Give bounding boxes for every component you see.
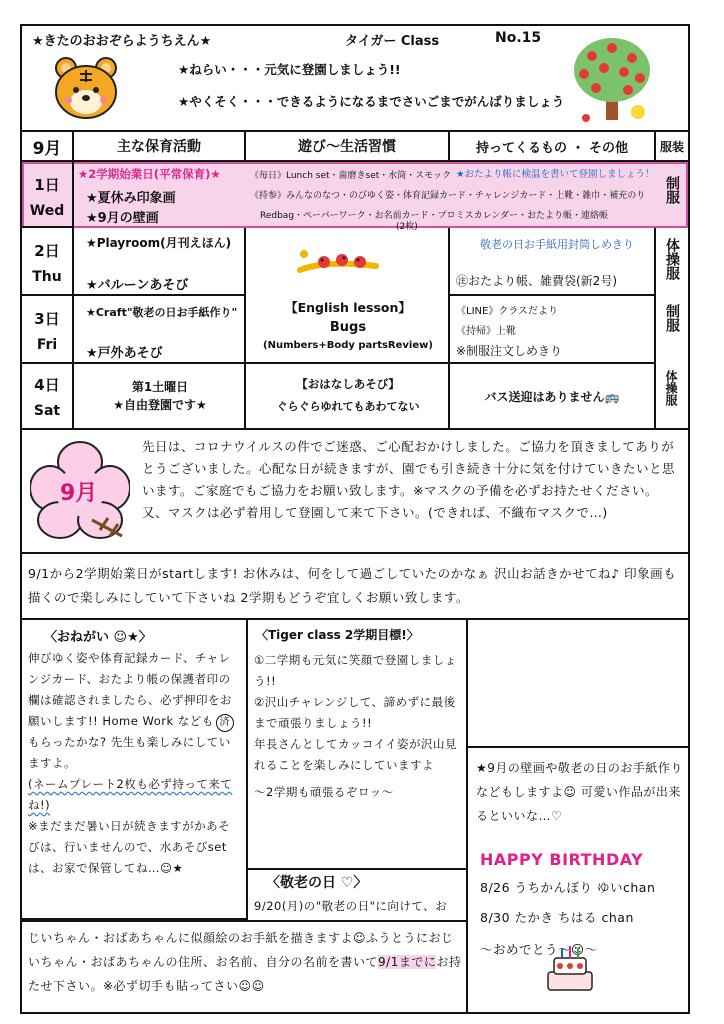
row-4-uniform: 体操服 xyxy=(664,370,678,406)
apple-tree-icon xyxy=(566,34,658,126)
row-1-life-2: 《持参》みんなのなつ・のびゆく姿・体育記録カード・チャレンジカード・上靴・雑巾・補充のり xyxy=(250,191,646,201)
birthday-entry-1: 8/26 うちかんぼり ゆいchan xyxy=(480,880,656,895)
notice-text: 9/1から2学期始業日がstartします! お休みは、何をして過ごしていたのかなぁ 沢山お話きかせてね♪ 印象画も描くので楽しみにしていて下さいね 2学期もどうぞ宜しくお願い致します。 xyxy=(28,566,677,605)
row-2-main-2: ★バルーンあそび xyxy=(86,278,189,293)
english-sub: (Numbers+Body partsReview) xyxy=(263,340,433,351)
row-4-bring: バス送迎はありません🚌 xyxy=(450,364,656,428)
row-3-uniform: 制服 xyxy=(664,304,680,332)
onegai-underline: (ネームプレート2枚も必ず持って来てね!) xyxy=(28,777,233,812)
row-2-bring-1: 敬老の日お手紙用封筒しめきり xyxy=(480,238,634,251)
row-2-main-1: ★Playroom(月刊えほん) xyxy=(86,236,232,250)
english-title: 【English lesson】 xyxy=(285,300,411,315)
row-3-day: 3日 Fri xyxy=(22,296,74,364)
promise-text: ★やくそく・・・できるようになるまでさいごまでがんばりましょう xyxy=(178,94,565,109)
row-2-bring-2: ㊟おたより帳、雑費袋(新2号) xyxy=(456,274,617,288)
message-text: 先日は、コロナウイルスの件でご迷惑、ご心配おかけしました。ご協力を頂きましてありがとうございました。心配な日が続きますが、園でも引き続き十分に気を付けていきたいと思います。ご家庭でもご協力をお願い致します。※マスクの予備を必ずお持たせください。又、マスクは必ず着用して登園して来て下さい。(できれば、不織布マスクで…) xyxy=(142,439,676,520)
row-1-main-2: ★夏休み印象画 xyxy=(86,191,176,206)
deadline-highlight: 9/1までに xyxy=(378,955,437,969)
onegai-body: 伸びゆく姿や体育記録カード、チャレンジカード、おたより帳の保護者印の欄は確認されましたら、必ず押印をお願いします!! Home Work なども 済もらったかな? 先生も楽しみにしていますよ。 (ネームプレート2枚も必ず持って来てね!) ※まだまだ暑い日が続きますがかあそびは、行いませんので、水あそびsetは、お家で保管してね…☺★ xyxy=(28,648,242,879)
header-life: 遊び～生活習慣 xyxy=(246,132,450,162)
row-1-day: 1日 Wed xyxy=(22,162,74,228)
row-1-bring: ★おたより帳に検温を書いて登園しましょう！ xyxy=(456,169,655,180)
row-3-bring-1: 《LINE》クラスだより xyxy=(456,306,559,317)
row-4-main-2: ★自由登園です★ xyxy=(113,398,207,412)
keiro-title: 〈敬老の日 ♡〉 xyxy=(266,875,368,891)
row-1-main-1: ★2学期始業日(平常保育)★ xyxy=(78,167,221,181)
row-1-life-note: (2枚) xyxy=(396,222,418,232)
bdparty-box xyxy=(468,620,690,748)
row-3-bring-3: ※制服注文しめきり xyxy=(456,344,563,358)
header-main: 主な保育活動 xyxy=(74,132,246,162)
row-1-life-1: 《毎日》Lunch set・歯磨きset・水筒・スモック xyxy=(250,171,452,181)
row-1-main-3: ★9月の壁画 xyxy=(86,211,159,226)
class-name: タイガー Class xyxy=(345,34,440,49)
birthday-entry-2: 8/30 たかき ちはる chan xyxy=(480,910,634,925)
row-3-main-1: ★Craft"敬老の日お手紙作り" xyxy=(86,306,238,319)
goal-body: ①二学期も元気に笑顔で登園しましょう!! ②沢山チャレンジして、諦めずに最後まで頑張りましょう!! 年長さんとしてカッコイイ姿が沢山見れることを楽しみにしていますよ ～2学期も頑張るぞロッ～ xyxy=(254,653,457,799)
month-badge: 9月 xyxy=(60,481,98,506)
wall-text: ★9月の壁画や敬老の日のお手紙作りなどもしますよ☺ 可愛い作品が出来るといいな…♡ xyxy=(476,761,683,823)
goal-title: 〈Tiger class 2学期目標!〉 xyxy=(256,628,419,642)
keiro-text: 9/20(月)の"敬老の日"に向けて、お xyxy=(254,899,448,913)
birthday-title: HAPPY BIRTHDAY xyxy=(480,850,644,869)
header-uniform: 服装 xyxy=(656,132,688,162)
row-2-uniform: 体操服 xyxy=(664,238,680,280)
row-2-day: 2日 Thu xyxy=(22,228,74,296)
english-topic: Bugs xyxy=(329,320,367,335)
aim-text: ★ねらい・・・元気に登園しましょう!! xyxy=(178,62,401,77)
header-month: 9月 xyxy=(22,132,74,162)
row-3-main-2: ★戸外あそび xyxy=(86,346,163,361)
row-4-day: 4日 Sat xyxy=(22,364,74,428)
header-bring: 持ってくるもの ・ その他 xyxy=(450,132,656,162)
issue-number: No.15 xyxy=(495,30,542,46)
row-3-bring-2: 《持帰》上靴 xyxy=(456,326,516,337)
row-4-life-1: 【おはなしあそび】 xyxy=(296,377,400,391)
giraffe-ladybug-icon xyxy=(296,242,380,276)
row-4-main-1: 第1土曜日 xyxy=(131,380,189,394)
bottom-text: じいちゃん・おばあちゃんに似顔絵のお手紙を描きますよ☺ふうとうにおじいちゃん・おばあちゃんの住所、お名前、自分の名前を書いて9/1までにお持たせ下さい。※必ず切手も貼ってさい☺☺ xyxy=(28,931,462,993)
stamp-circle: 済 xyxy=(216,714,234,732)
row-1-uniform: 制服 xyxy=(664,176,680,204)
row-1-life-3: Redbag・ペーパーワーク・お名前カード・プロミスカレンダー・おたより帳・連絡帳 xyxy=(260,211,609,221)
row-4-life-2: ぐらぐらゆれてもあわてない xyxy=(276,400,420,413)
school-name: ★きたのおおぞらようちえん★ xyxy=(32,34,212,49)
cake-icon xyxy=(540,944,600,994)
tiger-icon xyxy=(52,54,120,120)
row-4-life xyxy=(246,364,450,428)
birthday-closing: ～おめでとう～☺～ xyxy=(480,942,598,957)
onegai-title: 〈おねがい ☺★〉 xyxy=(44,630,152,645)
